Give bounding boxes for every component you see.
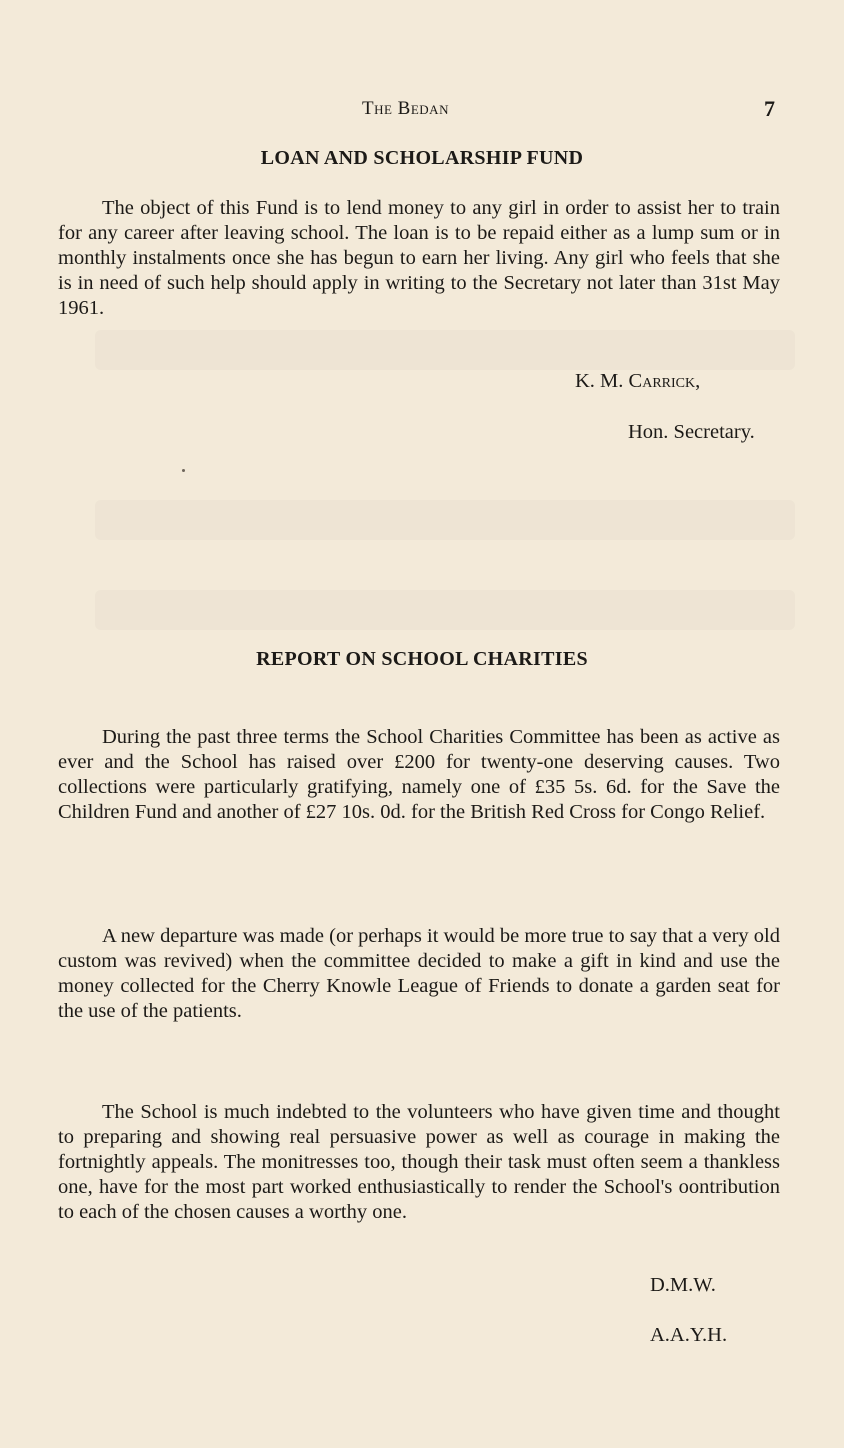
signature-name: [575, 370, 700, 393]
running-title: The Bedan: [362, 98, 449, 119]
signature-title: Hon. Secretary.: [628, 421, 755, 443]
loan-fund-paragraph: The object of this Fund is to lend money to any girl in order to assist her to train for any career after leaving school. The loan is to be repaid either as a lump sum or in monthly instalments once she has begun to earn her living. Any girl who feels that she is in need of such help should apply in writing to the Secretary not later than 31st May 1961.: [58, 197, 780, 319]
show-through-shadow: [95, 590, 795, 630]
charities-paragraph-3: The School is much indebted to the volunteers who have given time and thought to preparing and showing real persuasive power as well as courage in making the fortnightly appeals. The monitresses too, though their task must often seem a thankless one, have for the most part worked enthusiastically to render the School's oontribution to each of the chosen causes a worthy one.: [58, 1101, 780, 1223]
paper-speck: [182, 469, 185, 472]
section-heading-charities: REPORT ON SCHOOL CHARITIES: [256, 648, 588, 670]
signature-name-text: K. M. Carrick,: [575, 370, 701, 392]
running-head: [0, 98, 844, 124]
initials-aayh: A.A.Y.H.: [650, 1324, 728, 1346]
charities-paragraph-2: A new departure was made (or perhaps it would be more true to say that a very old custom was revived) when the committee decided to make a gift in kind and use the money collected for the Cherry Knowle League of Friends to donate a garden seat for the use of the patients.: [58, 925, 780, 1022]
initials-dmw: D.M.W.: [650, 1274, 716, 1296]
page-number: 7: [764, 96, 775, 121]
show-through-shadow: [95, 330, 795, 370]
section-heading-loan-fund: LOAN AND SCHOLARSHIP FUND: [260, 147, 584, 169]
show-through-shadow: [95, 500, 795, 540]
charities-paragraph-1: During the past three terms the School Charities Committee has been as active as ever and the School has raised over £200 for twenty-one deserving causes. Two collections were particularly gratifying, namely one of £35 5s. 6d. for the Save the Children Fund and another of £27 10s. 0d. for the British Red Cross for Congo Relief.: [58, 726, 780, 823]
